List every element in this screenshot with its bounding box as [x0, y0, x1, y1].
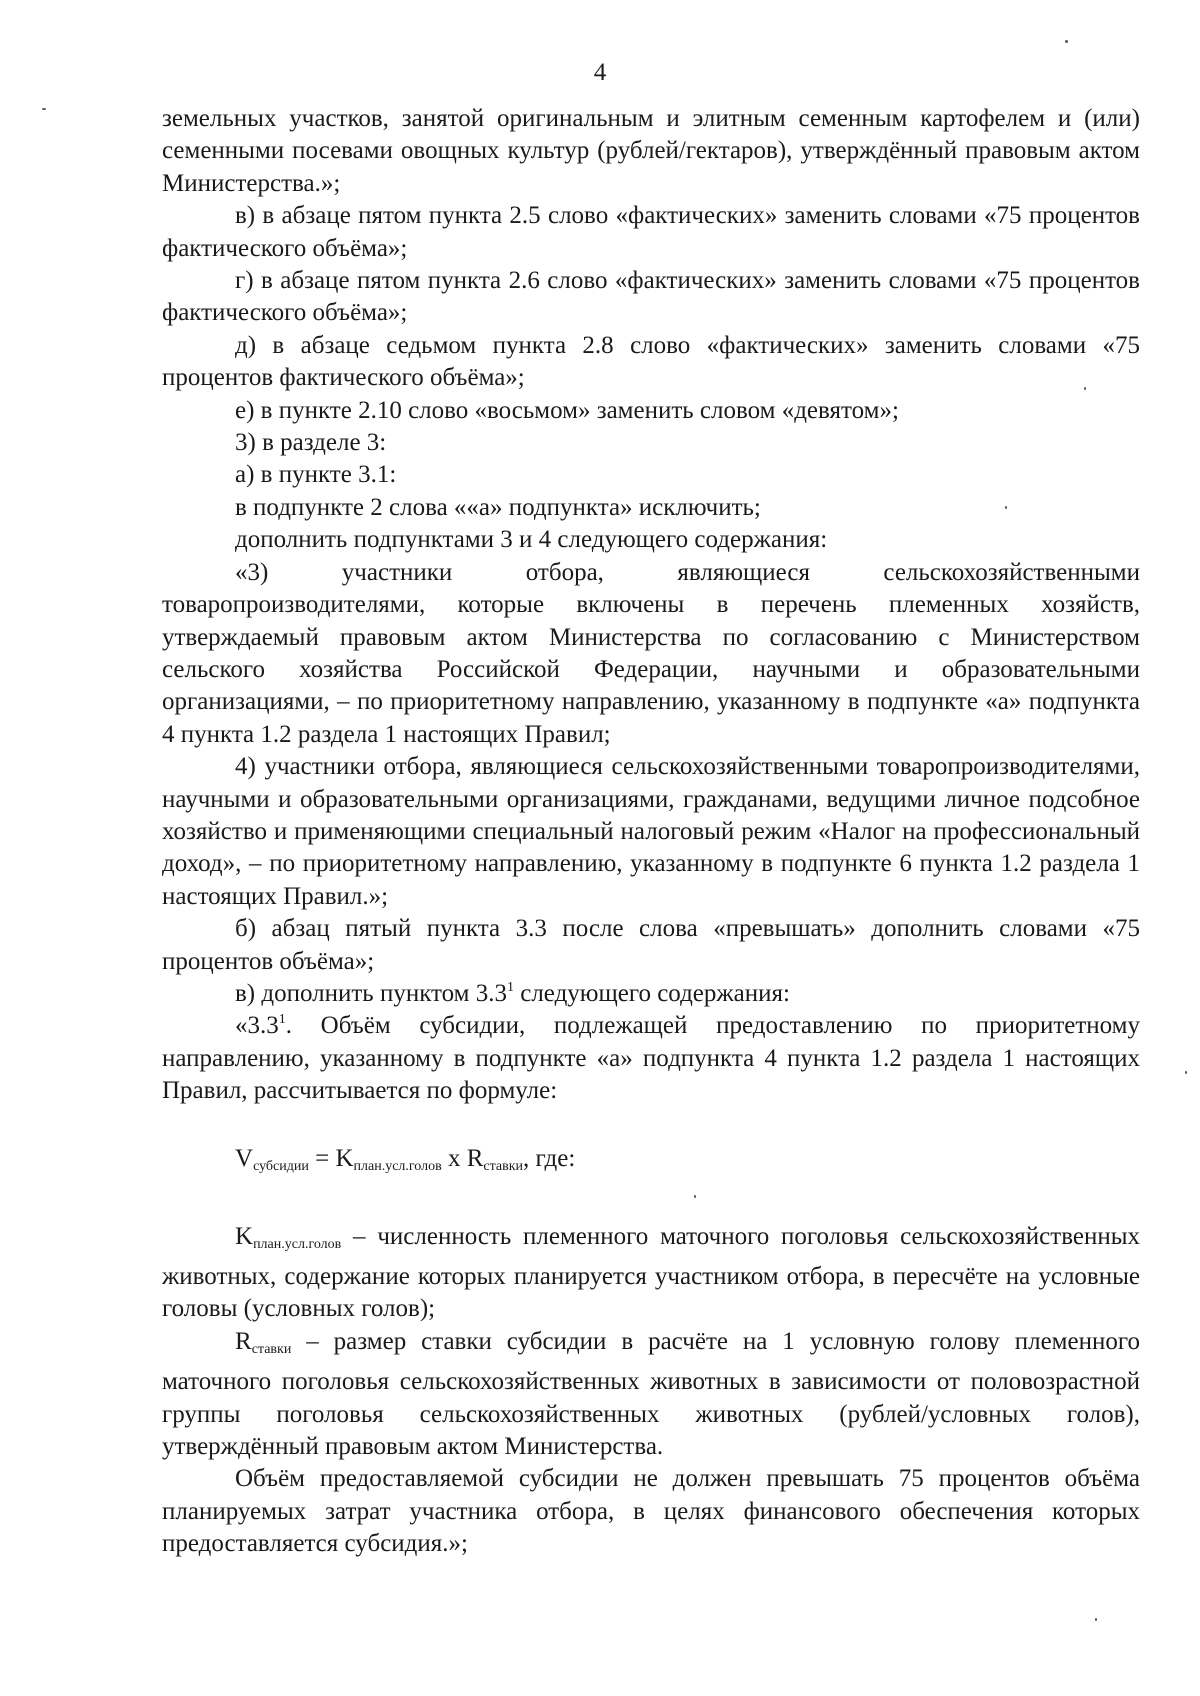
definition-k	[162, 1221, 1140, 1326]
document-body	[162, 103, 1140, 1561]
page-number: 4	[593, 59, 607, 86]
point-3-3-1-text: . Объём субсидии, подлежащей предоставлению по приоритетному направлению, указанному в подпункте «а» подпункта 4 пункта 1.2 раздела 1 настоящих Правил, рассчитывается по формуле:	[162, 1012, 1140, 1105]
paragraph-subitem-3: «3) участники отбора, являющиеся сельскохозяйственными товаропроизводителями, которые включены в перечень племенных хозяйств, утверждаемый правовым актом Министерства по согласованию с Министерством сельского хозяйства Российской Федерации, научными и образовательными организациями, – по приоритетному направлению, указанному в подпункте «а» подпункта 4 пункта 1.2 раздела 1 настоящих Правил;	[162, 558, 1140, 748]
paragraph-item-e-2-10: е) в пункте 2.10 слово «восьмом» заменить словом «девятом»;	[235, 396, 899, 424]
paragraph-item-g-2-6: г) в абзаце пятом пункта 2.6 слово «фактических» заменить словами «75 процентов фактического объёма»;	[162, 267, 1140, 327]
scan-speck	[1005, 506, 1007, 509]
scan-speck	[1185, 1071, 1187, 1074]
paragraph-item-d-2-8: д) в абзаце седьмом пункта 2.8 слово «фактических» заменить словами «75 процентов фактического объёма»;	[162, 331, 1140, 392]
definition-k-symbol: K	[235, 1222, 254, 1250]
definition-r-subscript: ставки	[251, 1341, 292, 1357]
formula-v: V	[235, 1144, 254, 1172]
item-v-superscript: 1	[506, 979, 514, 995]
item-v-text: в) дополнить пунктом 3.3	[235, 979, 507, 1007]
definition-r	[162, 1326, 1140, 1464]
paragraph-item-a-3-1: а) в пункте 3.1:	[235, 461, 397, 489]
paragraph-point-3-3-1	[162, 1010, 1140, 1107]
paragraph-subitem-2: в подпункте 2 слова ««а» подпункта» исключить;	[235, 493, 761, 521]
formula-k: K	[335, 1144, 354, 1172]
scan-speck	[1095, 1618, 1097, 1621]
definition-r-text: – размер ставки субсидии в расчёте на 1 условную голову племенного маточного поголовья сельскохозяйственных животных в зависимости от половозрастной группы поголовья сельскохозяйственных животных (рублей/условных голов), утверждённый правовым актом Министерства.	[162, 1327, 1140, 1461]
scan-speck	[1065, 40, 1068, 43]
paragraph-subitem-4: 4) участники отбора, являющиеся сельскохозяйственными товаропроизводителями, научными и образовательными организациями, гражданами, ведущими личное подсобное хозяйство и применяющими специальный налоговый режим «Налог на профессиональный доход», – по приоритетному направлению, указанному в подпункте 6 пункта 1.2 раздела 1 настоящих Правил.»;	[162, 753, 1140, 910]
definition-k-subscript: план.усл.голов	[253, 1236, 342, 1252]
definition-r-symbol: R	[235, 1327, 252, 1355]
item-v-text-end: следующего содержания:	[513, 979, 790, 1007]
paragraph-continuation: земельных участков, занятой оригинальным и элитным семенным картофелем и (или) семенными посевами овощных культур (рублей/гектаров), утверждённый правовым актом Министерства.»;	[162, 105, 1140, 197]
formula-equals: =	[308, 1144, 336, 1172]
subsidy-formula	[235, 1143, 1140, 1183]
formula-r-subscript: ставки	[483, 1158, 524, 1174]
paragraph-item-v-add-3-3-1	[162, 978, 1140, 1010]
scan-speck	[694, 1195, 696, 1198]
paragraph-section-3: 3) в разделе 3:	[235, 429, 387, 457]
scan-speck	[42, 108, 46, 110]
paragraph-item-b-3-3: б) абзац пятый пункта 3.3 после слова «превышать» дополнить словами «75 процентов объёма»;	[162, 915, 1140, 975]
paragraph-subsidy-limit: Объём предоставляемой субсидии не должен превышать 75 процентов объёма планируемых затрат участника отбора, в целях финансового обеспечения которых предоставляется субсидия.»;	[162, 1465, 1140, 1558]
scan-speck	[1084, 387, 1086, 390]
paragraph-add-subitems: дополнить подпунктами 3 и 4 следующего содержания:	[235, 526, 828, 554]
point-3-3-1-label: «3.3	[235, 1012, 279, 1040]
formula-v-subscript: субсидии	[253, 1158, 309, 1174]
formula-r: R	[466, 1144, 484, 1172]
formula-tail: , где:	[523, 1144, 576, 1172]
definition-k-text: – численность племенного маточного поголовья сельскохозяйственных животных, содержание которых планируется участником отбора, в пересчёте на условные головы (условных голов);	[162, 1222, 1140, 1323]
paragraph-item-v-2-5: в) в абзаце пятом пункта 2.5 слово «фактических» заменить словами «75 процентов фактического объёма»;	[162, 202, 1140, 262]
formula-multiply: x	[441, 1144, 467, 1172]
formula-k-subscript: план.усл.голов	[353, 1158, 442, 1174]
point-3-3-1-superscript: 1	[278, 1012, 286, 1028]
